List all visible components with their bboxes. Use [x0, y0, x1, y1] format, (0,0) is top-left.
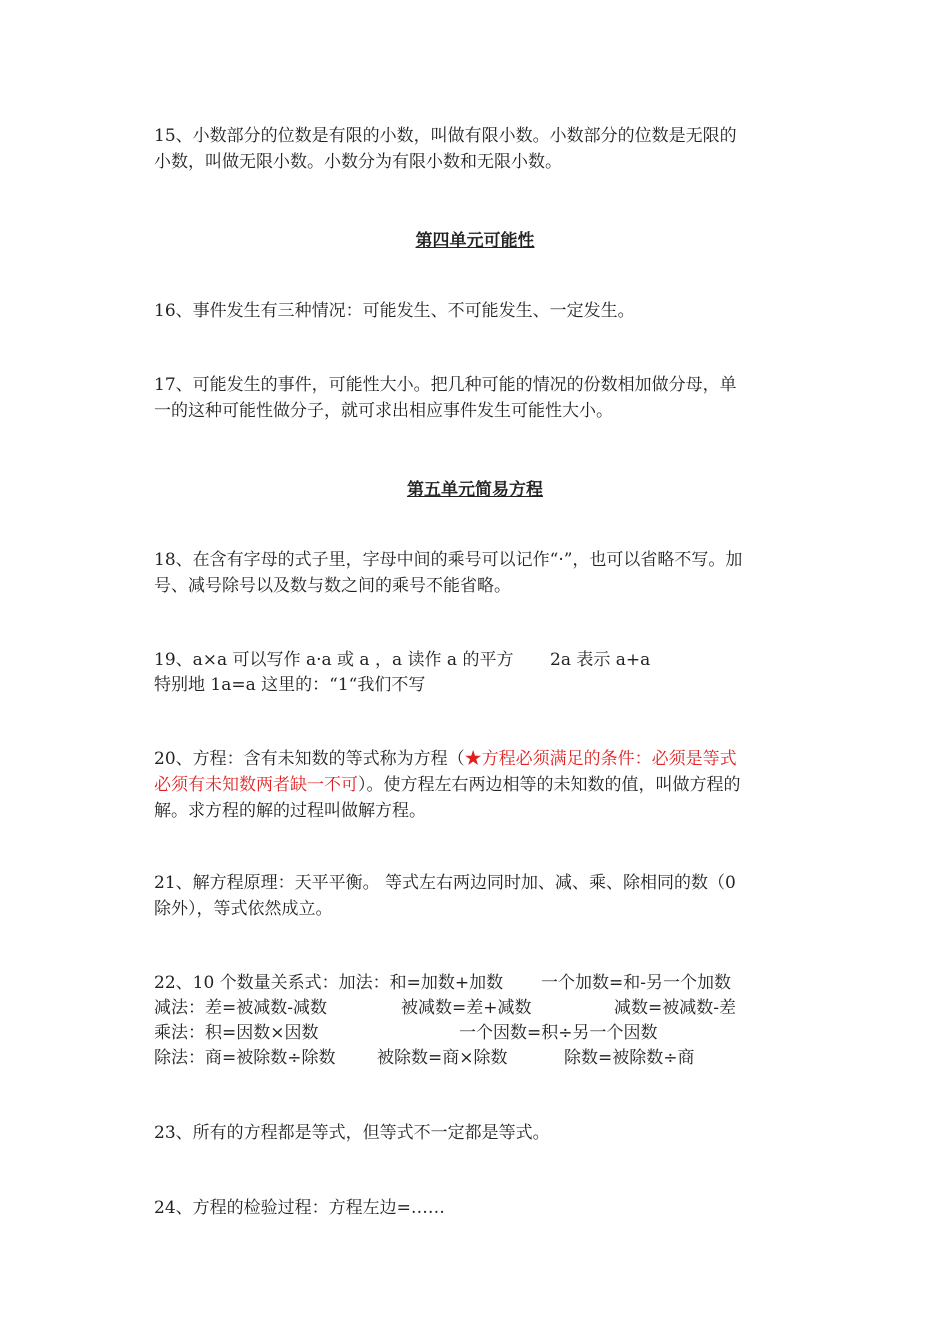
- text-run: 一个因数=积÷另一个因数: [459, 1023, 658, 1043]
- highlight-text: ★方程必须满足的条件：必须是等式: [464, 749, 737, 769]
- item-24: 24、方程的检验过程：方程左边=……: [154, 1198, 445, 1218]
- text-line: 18、在含有字母的式子里，字母中间的乘号可以记作“·”，也可以省略不写。加: [154, 550, 743, 570]
- text-run: 2a 表示 a+a: [550, 650, 651, 670]
- text-run: 被减数=差+减数: [401, 998, 532, 1018]
- highlight-text: 必须有未知数两者缺一不可: [154, 775, 358, 795]
- text-run: 乘法：积=因数×因数: [154, 1023, 319, 1043]
- item-23: 23、所有的方程都是等式，但等式不一定都是等式。: [154, 1123, 550, 1143]
- text-run: 19、a×a 可以写作 a·a 或 a ，a 读作 a 的平方: [154, 650, 514, 670]
- text-run: 减法：差=被减数-减数: [154, 998, 327, 1018]
- text-line: 17、可能发生的事件，可能性大小。把几种可能的情况的份数相加做分母，单: [154, 375, 737, 395]
- text-run: ）。使方程左右两边相等的未知数的值，叫做方程的: [358, 775, 741, 795]
- text-line: 21、解方程原理：天平平衡。 等式左右两边同时加、减、乘、除相同的数（0: [154, 873, 736, 893]
- text-run: 除法：商=被除数÷除数: [154, 1048, 336, 1068]
- text-run: 一个加数=和-另一个加数: [541, 973, 731, 993]
- section-heading: 第五单元简易方程: [407, 480, 543, 500]
- text-run: 减数=被减数-差: [614, 998, 736, 1018]
- text-line: 15、小数部分的位数是有限的小数，叫做有限小数。小数部分的位数是无限的: [154, 126, 737, 146]
- text-line: 除外），等式依然成立。: [154, 899, 333, 919]
- text-line: 号、减号除号以及数与数之间的乘号不能省略。: [154, 576, 511, 596]
- text-run: 除数=被除数÷商: [564, 1048, 695, 1068]
- text-run: 被除数=商×除数: [377, 1048, 508, 1068]
- section-heading: 第四单元可能性: [415, 231, 535, 251]
- item-16: 16、事件发生有三种情况：可能发生、不可能发生、一定发生。: [154, 301, 635, 321]
- text-line: 一的这种可能性做分子，就可求出相应事件发生可能性大小。: [154, 401, 613, 421]
- text-line: 小数，叫做无限小数。小数分为有限小数和无限小数。: [154, 152, 562, 172]
- text-line: 特别地 1a=a 这里的：“1“我们不写: [154, 675, 426, 695]
- text-run: 20、方程：含有未知数的等式称为方程（: [154, 749, 465, 769]
- text-run: 22、10 个数量关系式：加法：和=加数+加数: [154, 973, 504, 993]
- text-line: 解。求方程的解的过程叫做解方程。: [154, 801, 426, 821]
